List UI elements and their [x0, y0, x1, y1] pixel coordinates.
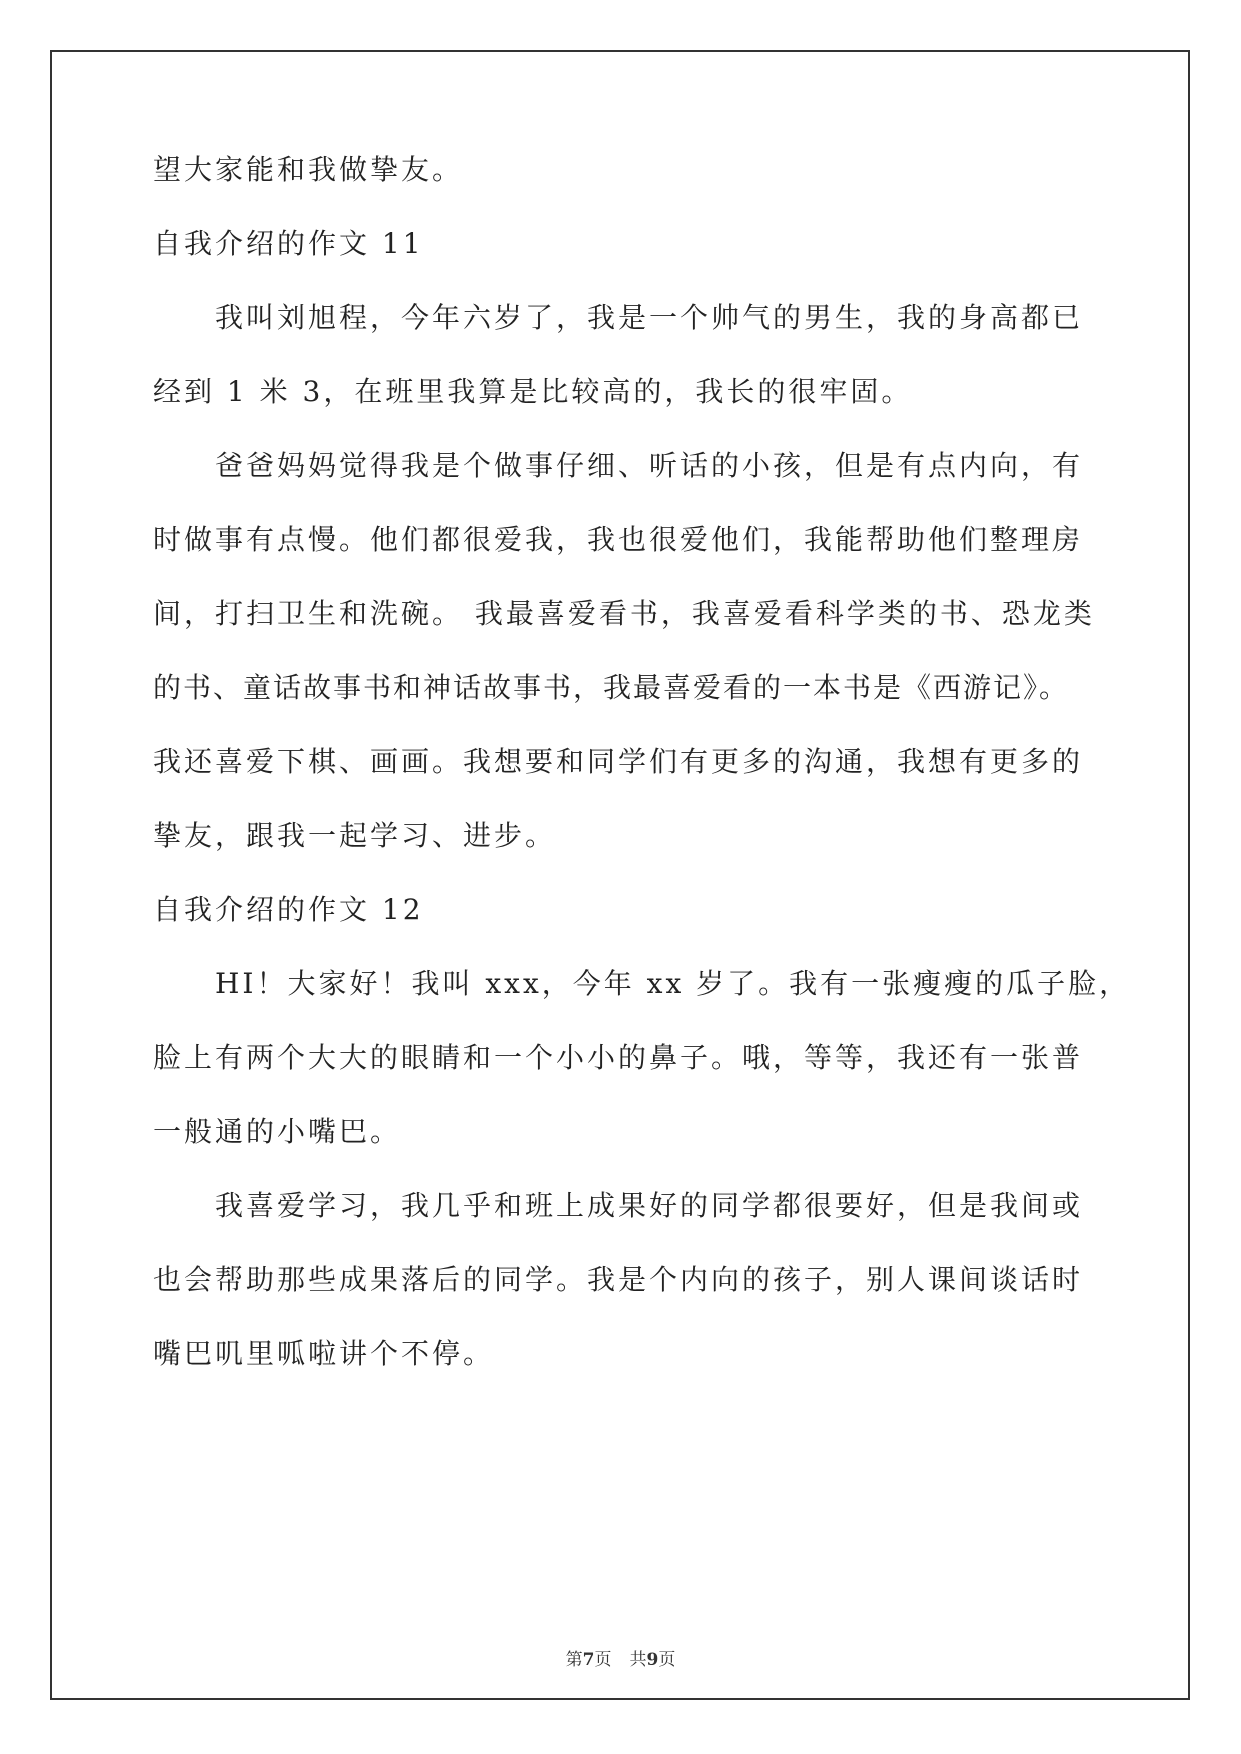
- page-footer: [0, 1648, 1241, 1672]
- paragraph-line: 我喜爱学习，我几乎和班上成果好的同学都很要好，但是我间或: [215, 1189, 1084, 1222]
- section-heading-12: 自我介绍的作文 12: [153, 893, 424, 926]
- paragraph-line: 我还喜爱下棋、画画。我想要和同学们有更多的沟通，我想有更多的: [153, 745, 1084, 778]
- page-prefix: 第: [565, 1650, 583, 1670]
- paragraph-line: 的书、童话故事书和神话故事书，我最喜爱看的一本书是《西游记》。: [153, 671, 1070, 704]
- paragraph-line: 经到 1 米 3，在班里我算是比较高的，我长的很牢固。: [153, 375, 913, 408]
- paragraph-line: 一般通的小嘴巴。: [153, 1115, 402, 1148]
- page-suffix: 页: [594, 1650, 612, 1670]
- paragraph-line: 间，打扫卫生和洗碗。 我最喜爱看书，我喜爱看科学类的书、恐龙类: [153, 597, 1095, 630]
- total-prefix: 共: [629, 1650, 647, 1670]
- paragraph-line: 时做事有点慢。他们都很爱我，我也很爱他们，我能帮助他们整理房: [153, 523, 1084, 556]
- paragraph-line: 挚友，跟我一起学习、进步。: [153, 819, 557, 852]
- section-heading-11: 自我介绍的作文 11: [153, 227, 424, 260]
- total-suffix: 页: [658, 1650, 676, 1670]
- paragraph-line: 爸爸妈妈觉得我是个做事仔细、听话的小孩，但是有点内向，有: [215, 449, 1084, 482]
- paragraph-line: 也会帮助那些成果落后的同学。我是个内向的孩子，别人课间谈话时: [153, 1263, 1084, 1296]
- paragraph-line: 望大家能和我做挚友。: [153, 153, 464, 186]
- paragraph-line: 嘴巴叽里呱啦讲个不停。: [153, 1337, 495, 1370]
- paragraph-line: HI！大家好！我叫 xxx，今年 xx 岁了。我有一张瘦瘦的瓜子脸，: [215, 967, 1131, 1000]
- page-number: 7: [582, 1650, 595, 1670]
- paragraph-line: 脸上有两个大大的眼睛和一个小小的鼻子。哦，等等，我还有一张普: [153, 1041, 1084, 1074]
- total-pages: 9: [646, 1650, 659, 1670]
- paragraph-line: 我叫刘旭程，今年六岁了，我是一个帅气的男生，我的身高都已: [215, 301, 1084, 334]
